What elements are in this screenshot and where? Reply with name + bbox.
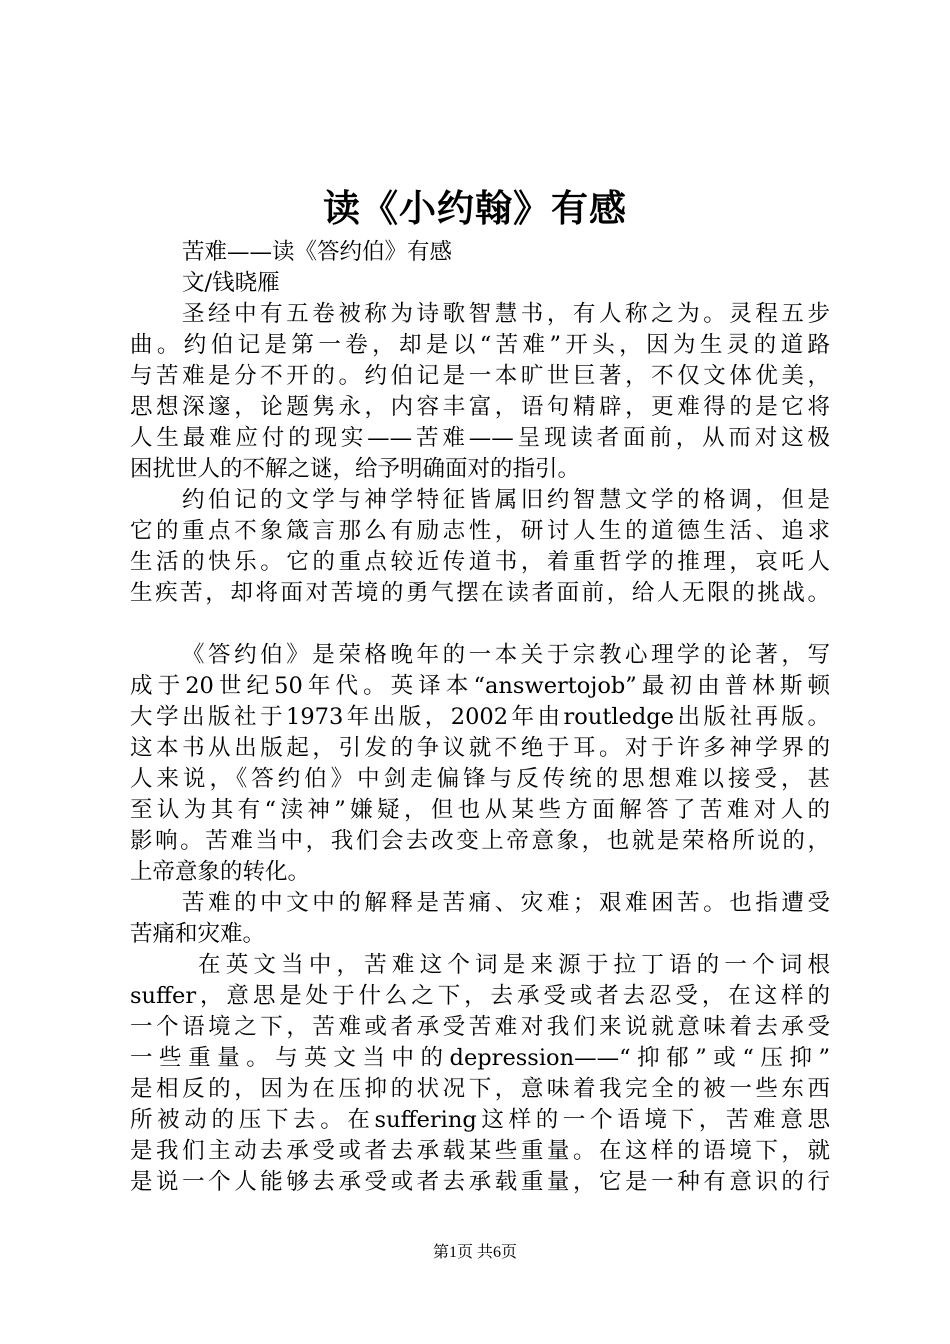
- subtitle: 苦难——读《答约伯》有感: [182, 239, 453, 265]
- paragraph-line: 至认为其有“渎神”嫌疑，但也从某些方面解答了苦难对人的: [130, 797, 830, 823]
- paragraph-line: 圣经中有五卷被称为诗歌智慧书，有人称之为。灵程五步: [182, 301, 830, 327]
- paragraph-line: 上帝意象的转化。: [130, 859, 311, 885]
- paragraph-line: 大学出版社于1973年出版，2002年由routledge出版社再版。: [130, 704, 830, 730]
- paragraph-line: 思想深邃，论题隽永，内容丰富，语句精辟，更难得的是它将: [130, 394, 830, 420]
- paragraph-line: 困扰世人的不解之谜，给予明确面对的指引。: [130, 456, 581, 482]
- paragraph-3: [130, 640, 830, 888]
- paragraph-line: 是相反的，因为在压抑的状况下，意味着我完全的被一些东西: [130, 1076, 830, 1102]
- paragraph-line: 曲。约伯记是第一卷，却是以“苦难”开头，因为生灵的道路: [130, 332, 830, 358]
- paragraph-line: 这本书从出版起，引发的争议就不绝于耳。对于许多神学界的: [130, 735, 830, 761]
- paragraph-4: [130, 888, 830, 950]
- paragraph-line: 在英文当中，苦难这个词是来源于拉丁语的一个词根: [198, 952, 830, 978]
- paragraph-line: 是说一个人能够去承受或者去承载重量，它是一种有意识的行: [130, 1169, 830, 1195]
- paragraph-5: [130, 950, 830, 1198]
- blank-line: [130, 609, 830, 640]
- author-line: 文/钱晓雁: [182, 270, 280, 296]
- page-title: 读《小约翰》有感: [323, 186, 627, 230]
- paragraph-line: 它的重点不象箴言那么有励志性，研讨人生的道德生活、追求: [130, 518, 830, 544]
- paragraph-line: 生活的快乐。它的重点较近传道书，着重哲学的推理，哀吒人: [130, 549, 830, 575]
- paragraph-line: 一个语境之下，苦难或者承受苦难对我们来说就意味着去承受: [130, 1014, 830, 1040]
- paragraph-line: 一些重量。与英文当中的depression——“抑郁”或“压抑”: [130, 1045, 830, 1071]
- paragraph-line: suffer，意思是处于什么之下，去承受或者去忍受，在这样的: [130, 983, 830, 1009]
- paragraph-line: 所被动的压下去。在suffering这样的一个语境下，苦难意思: [130, 1107, 830, 1133]
- page-number-footer: 第1页 共6页: [432, 1244, 517, 1261]
- paragraph-line: 苦难的中文中的解释是苦痛、灾难；艰难困苦。也指遭受: [182, 890, 830, 916]
- paragraph-line: 苦痛和灾难。: [130, 921, 266, 947]
- paragraph-line: 与苦难是分不开的。约伯记是一本旷世巨著，不仅文体优美，: [130, 363, 830, 389]
- paragraph-line: 约伯记的文学与神学特征皆属旧约智慧文学的格调，但是: [182, 487, 830, 513]
- paragraph-1: [130, 299, 830, 485]
- paragraph-line: 成于20世纪50年代。英译本“answertojob”最初由普林斯顿: [130, 673, 830, 699]
- paragraph-line: 是我们主动去承受或者去承载某些重量。在这样的语境下，就: [130, 1138, 830, 1164]
- paragraph-line: 人生最难应付的现实——苦难——呈现读者面前，从而对这极: [130, 425, 830, 451]
- paragraph-line: 人来说，《答约伯》中剑走偏锋与反传统的思想难以接受，甚: [130, 766, 830, 792]
- paragraph-line: 《答约伯》是荣格晚年的一本关于宗教心理学的论著，写: [182, 642, 830, 668]
- paragraph-line: 影响。苦难当中，我们会去改变上帝意象，也就是荣格所说的，: [130, 828, 830, 854]
- paragraph-line: 生疾苦，却将面对苦境的勇气摆在读者面前，给人无限的挑战。: [130, 580, 830, 606]
- document-body: [130, 237, 830, 1198]
- paragraph-2: [130, 485, 830, 609]
